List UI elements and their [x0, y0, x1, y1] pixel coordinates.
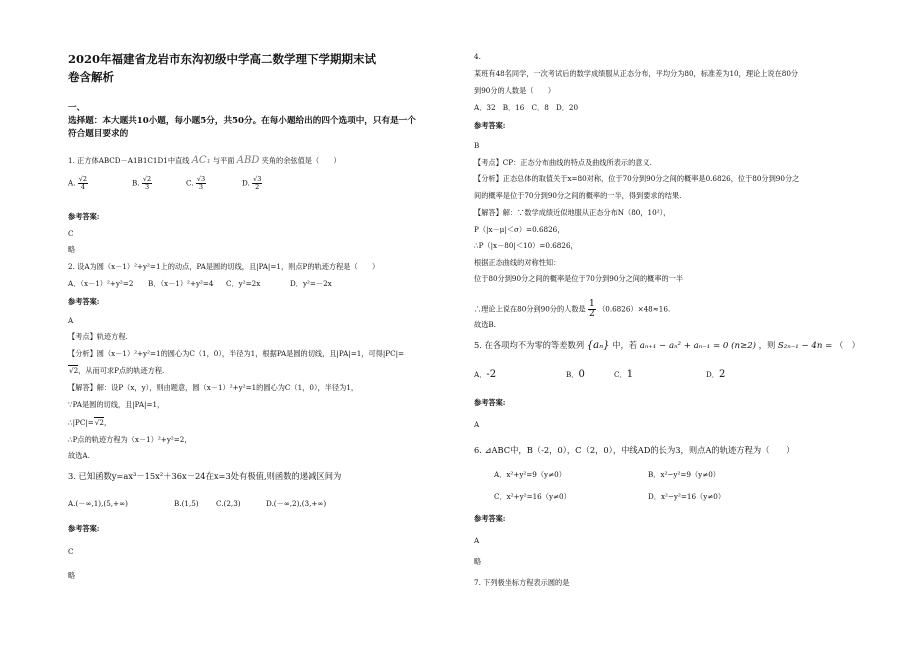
q1-option-c: C. $\frac{√3}{3}$	[186, 175, 206, 191]
q4-number: 4.	[474, 52, 481, 61]
q2-option-d: D．y²=－2x	[290, 279, 332, 288]
q3-answer: C	[68, 547, 74, 556]
q1-answer: C	[68, 229, 74, 238]
q4-stem-cont: 到90分的人数是（ ）	[474, 86, 556, 95]
q4-solution-6: ∴理论上说在80分到90分的人数是 $\frac{1}{2}$ （0.6826）×48≈16.	[474, 299, 671, 319]
q3-option-b: B.(1,5)	[174, 499, 199, 508]
q2-option-c: C．y²=2x	[226, 279, 261, 288]
q5-option-b: B．0	[566, 369, 585, 380]
q4-solution-4: 根据正态曲线的对称性知：	[474, 258, 561, 267]
q2-reference-label: 参考答案:	[68, 297, 100, 306]
q1-note: 略	[68, 245, 76, 254]
q2-option-b: B．（x－1）²+y²=4	[148, 279, 214, 288]
sequence-symbol: {aₙ}	[586, 340, 610, 351]
q2-analysis-cont: √2，从而可求P点的轨迹方程.	[69, 366, 165, 375]
q3-option-d: D.(－∞,2),(3,+∞)	[266, 499, 327, 508]
q7-stem: 7. 下列极坐标方程表示圆的是	[474, 578, 570, 587]
q3-stem: 3. 已知函数y=ax³－15x²＋36x－24在x=3处有极值,则函数的递减区间为	[68, 471, 342, 481]
q4-solution-2: P（|x－μ|＜σ）=0.6826，	[474, 225, 565, 234]
q4-analysis-cont: 间的概率是位于70分到90分之间的概率的一半，得到要求的结果.	[474, 191, 682, 200]
q6-stem: 6. ⊿ABC中，B（-2，0），C（2，0），中线AD的长为3，则点A的轨迹方程为（ ）	[474, 445, 795, 455]
q2-answer: A	[68, 316, 74, 325]
q3-note: 略	[68, 571, 76, 580]
section1-heading-cont: 符合题目要求的	[68, 129, 129, 139]
q4-keypoint: 【考点】CP：正态分布曲线的特点及曲线所表示的意义.	[474, 158, 652, 167]
q2-stem: 2. 设A为圆（x－1）²+y²=1上的动点，PA是圆的切线，且|PA|=1，则点P的轨迹方程是（ ）	[68, 262, 380, 271]
q1-reference-label: 参考答案:	[68, 212, 100, 221]
q3-reference-label: 参考答案:	[68, 524, 100, 533]
q5-option-d: D．2	[706, 369, 726, 380]
q6-option-c: C．x²+y²=16（y≠0）	[494, 492, 571, 501]
q4-solution-1: 【解答】解：∵数学成绩近似地服从正态分布N（80，10²），	[474, 208, 671, 217]
q5-stem: 5. 在各项均不为零的等差数列 {aₙ} 中，若 aₙ₊₁ − aₙ² + aₙ₋₁ = 0 (n≥2) ，则 S₂ₙ₋₁ − 4n = （ ）	[474, 340, 860, 351]
q5-option-c: C．1	[614, 369, 634, 380]
q6-option-b: B．x²−y²=9（y≠0）	[648, 470, 720, 479]
q2-solution-3: ∴|PC|=√2，	[68, 418, 112, 427]
q4-solution-3: ∴P（|x－80|＜10）=0.6826，	[474, 241, 578, 250]
q2-solution-2: ∵PA是圆的切线，且|PA|=1，	[68, 400, 165, 409]
q6-answer: A	[474, 536, 480, 545]
q4-reference-label: 参考答案:	[474, 121, 506, 130]
q2-solution-4: ∴P点的轨迹方程为（x－1）²+y²=2，	[68, 435, 192, 444]
q6-note: 略	[474, 557, 482, 566]
q3-option-a: A.(－∞,1),(5,+∞)	[68, 499, 128, 508]
sum-expression: S₂ₙ₋₁ − 4n =	[777, 341, 833, 351]
line-ac1-image: AC₁	[191, 155, 211, 166]
q3-option-c: C.(2,3)	[216, 499, 241, 508]
q1-option-d: D. $\frac{√3}{2}$	[242, 175, 262, 191]
q6-option-d: D．x²−y²=16（y≠0）	[648, 492, 726, 501]
q1-option-a: A. $\frac{√2}{4}$	[68, 175, 88, 191]
q4-options: A．32 B．16 C．8 D．20	[474, 103, 579, 112]
paper-title-line2: 卷含解析	[68, 70, 114, 84]
section1-number: 一、	[68, 103, 86, 113]
q1-option-b: B. $\frac{√2}{3}$	[132, 175, 152, 191]
q4-solution-5: 位于80分到90分之间的概率是位于70分到90分之间的概率的一半	[474, 274, 684, 283]
q6-option-a: A．x²+y²=9（y≠0）	[494, 470, 566, 479]
q5-option-a: A．-2	[474, 369, 497, 380]
q2-keypoint: 【考点】轨迹方程.	[68, 332, 128, 341]
q2-analysis: 【分析】圆（x－1）²+y²=1的圆心为C（1，0），半径为1，根据PA是圆的切线，且|PA|=1，可得|PC|=	[68, 349, 405, 358]
q4-solution-7: 故选B.	[474, 320, 496, 329]
recurrence-equation: aₙ₊₁ − aₙ² + aₙ₋₁ = 0 (n≥2)	[639, 341, 757, 351]
q4-answer: B	[474, 141, 480, 150]
plane-abd-image: ABD	[236, 155, 260, 166]
paper-title-line1: 2020年福建省龙岩市东沟初级中学高二数学理下学期期末试	[68, 52, 377, 66]
q5-answer: A	[474, 420, 480, 429]
q4-stem: 某班有48名同学，一次考试后的数学成绩服从正态分布，平均分为80，标准差为10，理论上说在80分	[474, 69, 799, 78]
q4-analysis: 【分析】正态总体的取值关于x=80对称，位于70分到90分之间的概率是0.6826，位于80分到90分之	[474, 174, 800, 183]
q6-reference-label: 参考答案:	[474, 514, 506, 523]
q2-option-a: A．（x－1）²+y²=2	[68, 279, 134, 288]
q2-solution-1: 【解答】解：设P（x，y），则由题意，圆（x－1）²+y²=1的圆心为C（1，0），半径为1，	[68, 383, 359, 392]
q1-stem: 1. 正方体ABCD－A1B1C1D1中直线 AC₁ 与平面 ABD 夹角的余弦值是（ ）	[68, 155, 341, 166]
section1-heading: 选择题：本大题共10小题，每小题5分，共50分。在每小题给出的四个选项中，只有是一个	[68, 116, 416, 126]
q2-solution-5: 故选A.	[68, 451, 90, 460]
q5-reference-label: 参考答案:	[474, 398, 506, 407]
